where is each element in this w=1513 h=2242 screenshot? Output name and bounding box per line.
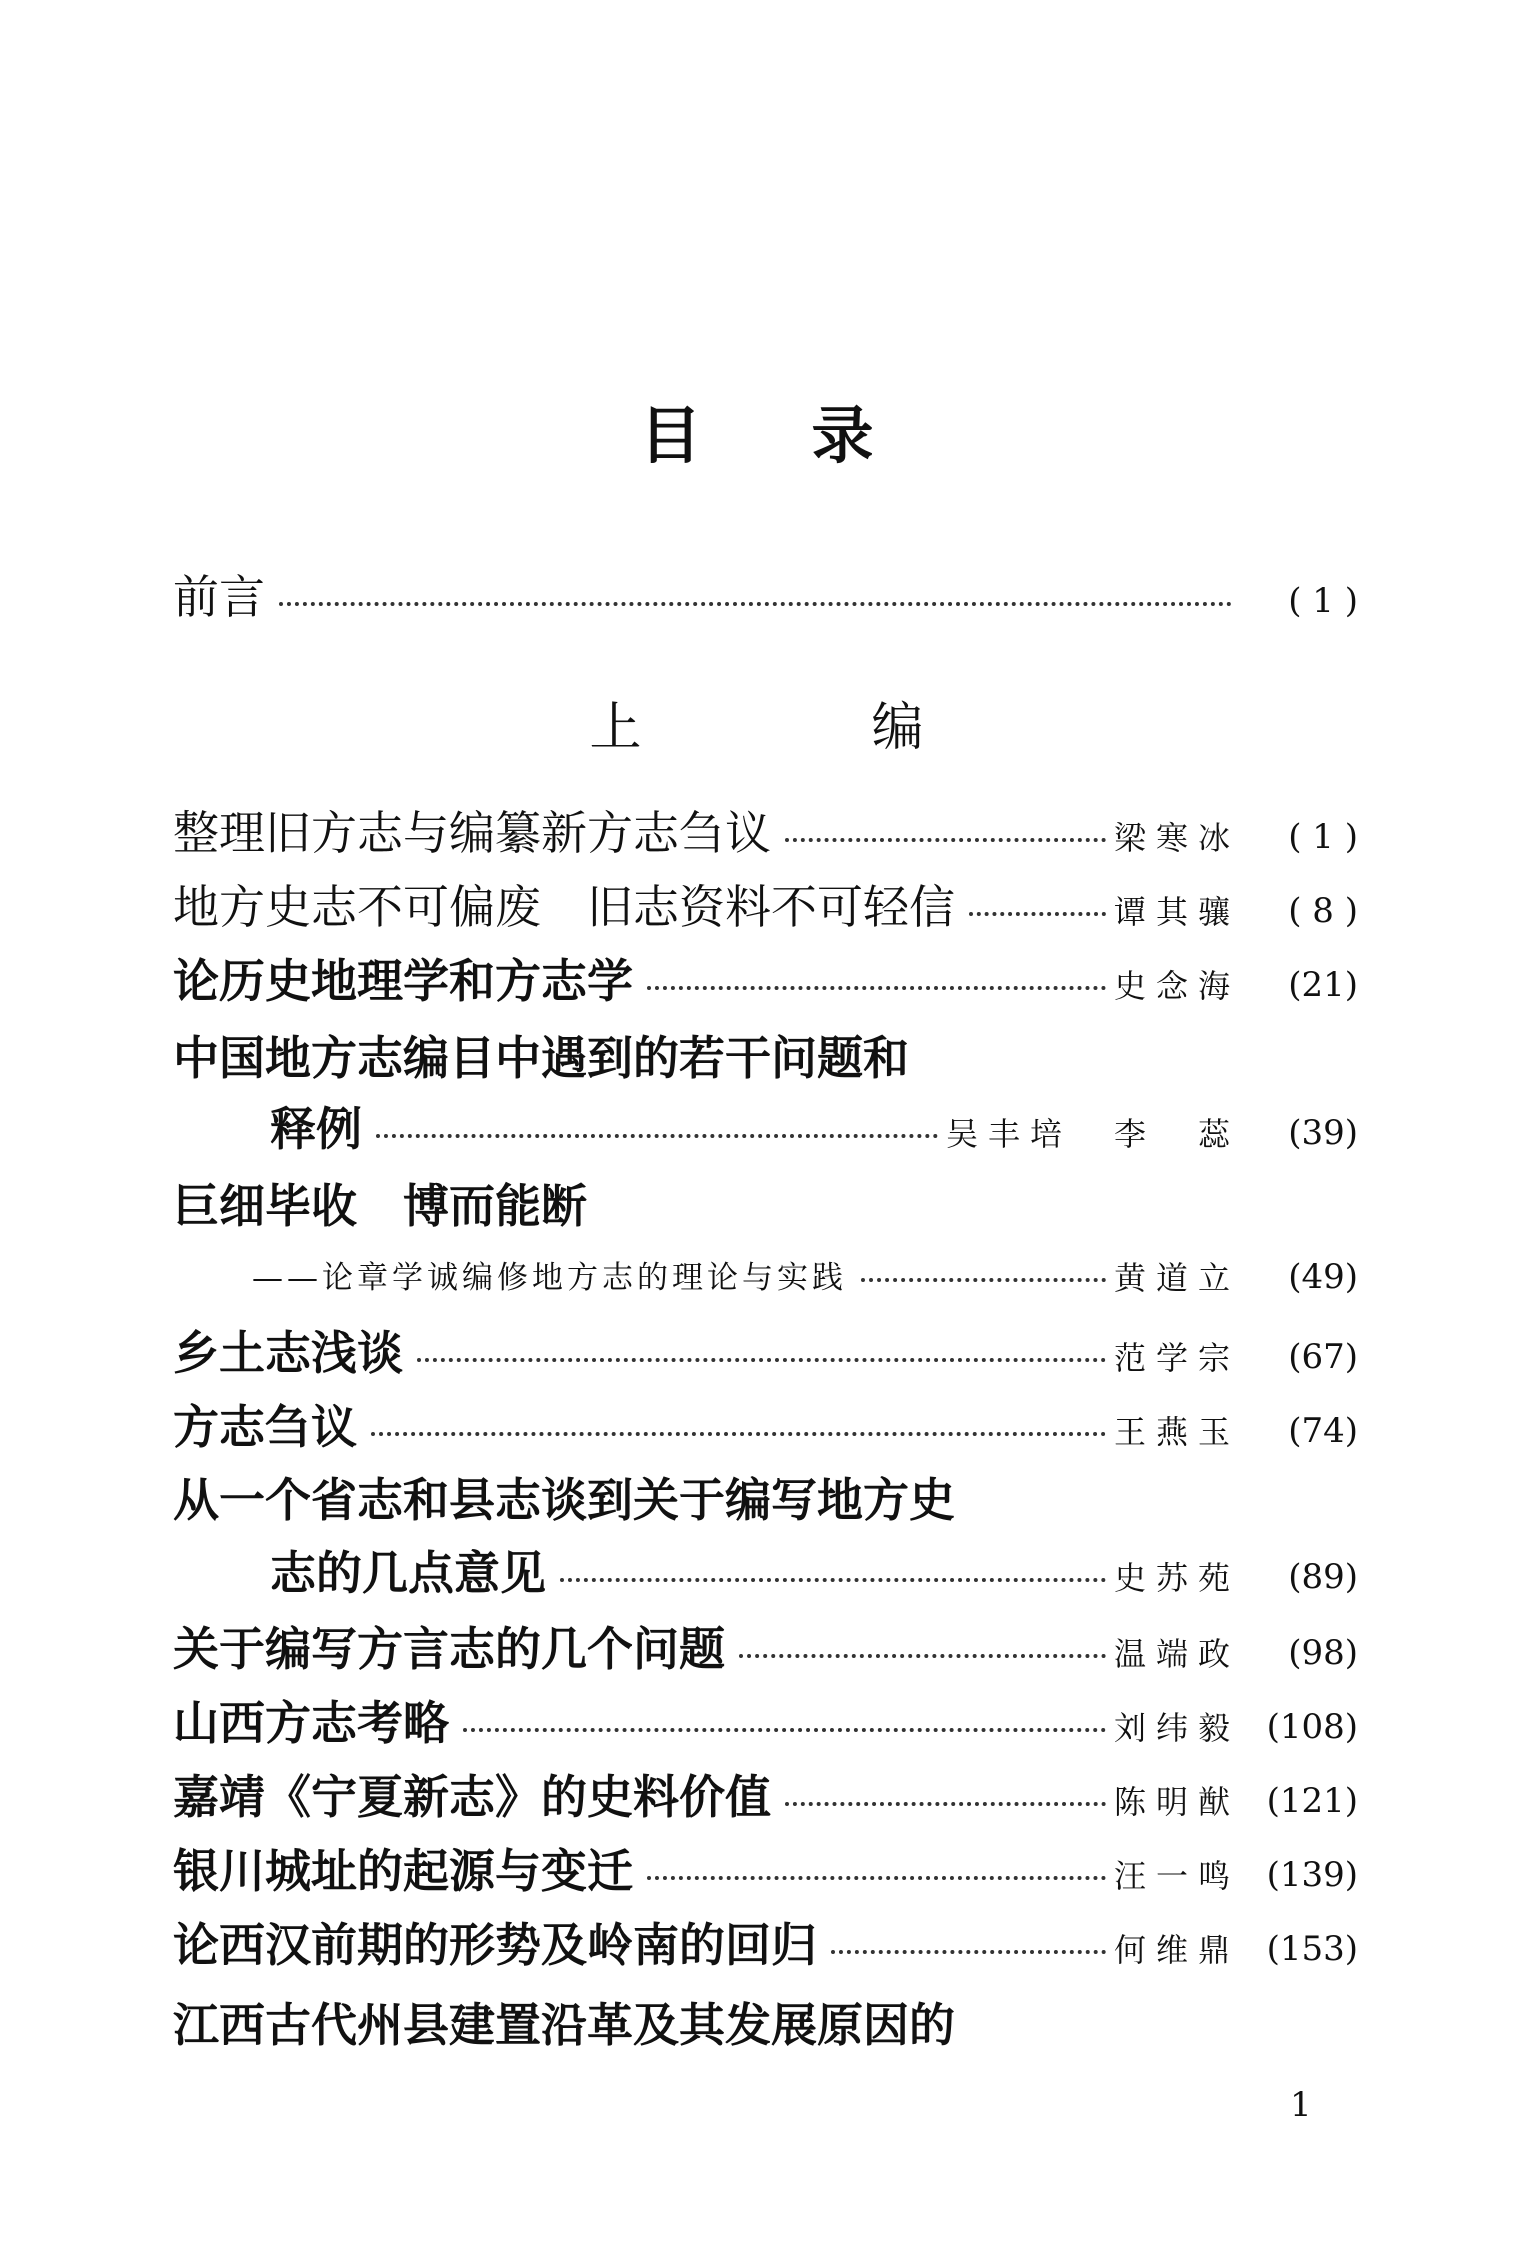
entry-title: 志的几点意见 — [270, 1546, 546, 1600]
toc-entry[interactable] — [252, 1236, 1358, 1300]
entry-title: 释例 — [270, 1102, 362, 1156]
leader-dots — [417, 1358, 1106, 1362]
leader-dots — [739, 1654, 1106, 1658]
entry-page: (153) — [1266, 1929, 1358, 1969]
leader-dots — [647, 986, 1106, 990]
entry-title: 地方史志不可偏废 旧志资料不可轻信 — [173, 880, 955, 934]
entry-subtitle: ——论章学诚编修地方志的理论与实践 — [252, 1260, 847, 1296]
page-number: 1 — [1290, 2085, 1312, 2125]
toc-entry[interactable] — [173, 944, 1358, 1008]
entry-author: 汪一鸣 — [1113, 1857, 1240, 1895]
toc-entry[interactable] — [173, 870, 1358, 934]
toc-entry[interactable] — [173, 1390, 1358, 1454]
entry-title-line1[interactable]: 中国地方志编目中遇到的若干问题和 — [173, 1031, 909, 1085]
entry-author: 史苏苑 — [1113, 1559, 1240, 1597]
entry-page: (121) — [1266, 1781, 1358, 1821]
toc-entry[interactable] — [173, 1686, 1358, 1750]
toc-entry[interactable] — [173, 1908, 1358, 1972]
leader-dots — [969, 912, 1106, 916]
entry-author: 范学宗 — [1113, 1339, 1240, 1377]
entry-title: 关于编写方言志的几个问题 — [173, 1622, 725, 1676]
entry-author: 梁寒冰 — [1113, 819, 1240, 857]
entry-title-line1[interactable]: 江西古代州县建置沿革及其发展原因的 — [173, 1998, 955, 2052]
entry-title-line1[interactable]: 巨细毕收 博而能断 — [173, 1179, 587, 1233]
entry-title: 论西汉前期的形势及岭南的回归 — [173, 1918, 817, 1972]
entry-title: 整理旧方志与编纂新方志刍议 — [173, 806, 771, 860]
toc-entry[interactable] — [173, 1834, 1358, 1898]
toc-entry[interactable] — [270, 1092, 1358, 1156]
entry-page: (21) — [1288, 965, 1358, 1005]
entry-page: (39) — [1288, 1113, 1358, 1153]
entry-page: (74) — [1288, 1411, 1358, 1451]
entry-title: 嘉靖《宁夏新志》的史料价值 — [173, 1770, 771, 1824]
leader-dots — [560, 1578, 1106, 1582]
toc-entry-preface[interactable] — [173, 560, 1358, 624]
entry-page: (67) — [1288, 1337, 1358, 1377]
toc-entry[interactable] — [173, 1316, 1358, 1380]
entry-title: 方志刍议 — [173, 1400, 357, 1454]
leader-dots — [279, 602, 1232, 606]
toc-entry[interactable] — [173, 1612, 1358, 1676]
entry-title: 论历史地理学和方志学 — [173, 954, 633, 1008]
entry-page: (108) — [1266, 1707, 1358, 1747]
toc-entry[interactable] — [173, 1760, 1358, 1824]
entry-page: ( 1 ) — [1288, 581, 1358, 621]
entry-author: 温端政 — [1113, 1635, 1240, 1673]
entry-title: 银川城址的起源与变迁 — [173, 1844, 633, 1898]
entry-page: (98) — [1288, 1633, 1358, 1673]
entry-author: 刘纬毅 — [1113, 1709, 1240, 1747]
entry-page: ( 1 ) — [1288, 817, 1358, 857]
entry-page: (139) — [1266, 1855, 1358, 1895]
entry-title: 山西方志考略 — [173, 1696, 449, 1750]
entry-author: 史念海 — [1113, 967, 1240, 1005]
entry-title: 乡土志浅谈 — [173, 1326, 403, 1380]
leader-dots — [371, 1432, 1106, 1436]
leader-dots — [463, 1728, 1106, 1732]
entry-title-line1[interactable]: 从一个省志和县志谈到关于编写地方史 — [173, 1473, 955, 1527]
entry-page: ( 8 ) — [1288, 891, 1358, 931]
leader-dots — [376, 1134, 938, 1138]
entry-page: (49) — [1288, 1257, 1358, 1297]
section-title: 上编 — [589, 698, 1154, 758]
leader-dots — [647, 1876, 1106, 1880]
entry-author: 陈明猷 — [1113, 1783, 1240, 1821]
toc-entry[interactable] — [270, 1536, 1358, 1600]
entry-author: 黄道立 — [1113, 1259, 1240, 1297]
leader-dots — [785, 1802, 1106, 1806]
entry-author: 何维鼎 — [1113, 1931, 1240, 1969]
leader-dots — [861, 1278, 1106, 1282]
entry-title: 前言 — [173, 570, 265, 624]
entry-author: 谭其骧 — [1113, 893, 1240, 931]
leader-dots — [785, 838, 1106, 842]
entry-author: 王燕玉 — [1113, 1413, 1240, 1451]
toc-entry[interactable] — [173, 796, 1358, 860]
leader-dots — [831, 1950, 1106, 1954]
entry-author: 吴丰培 李 蕊 — [945, 1115, 1240, 1153]
entry-page: (89) — [1288, 1557, 1358, 1597]
page-title: 目录 — [639, 399, 984, 472]
